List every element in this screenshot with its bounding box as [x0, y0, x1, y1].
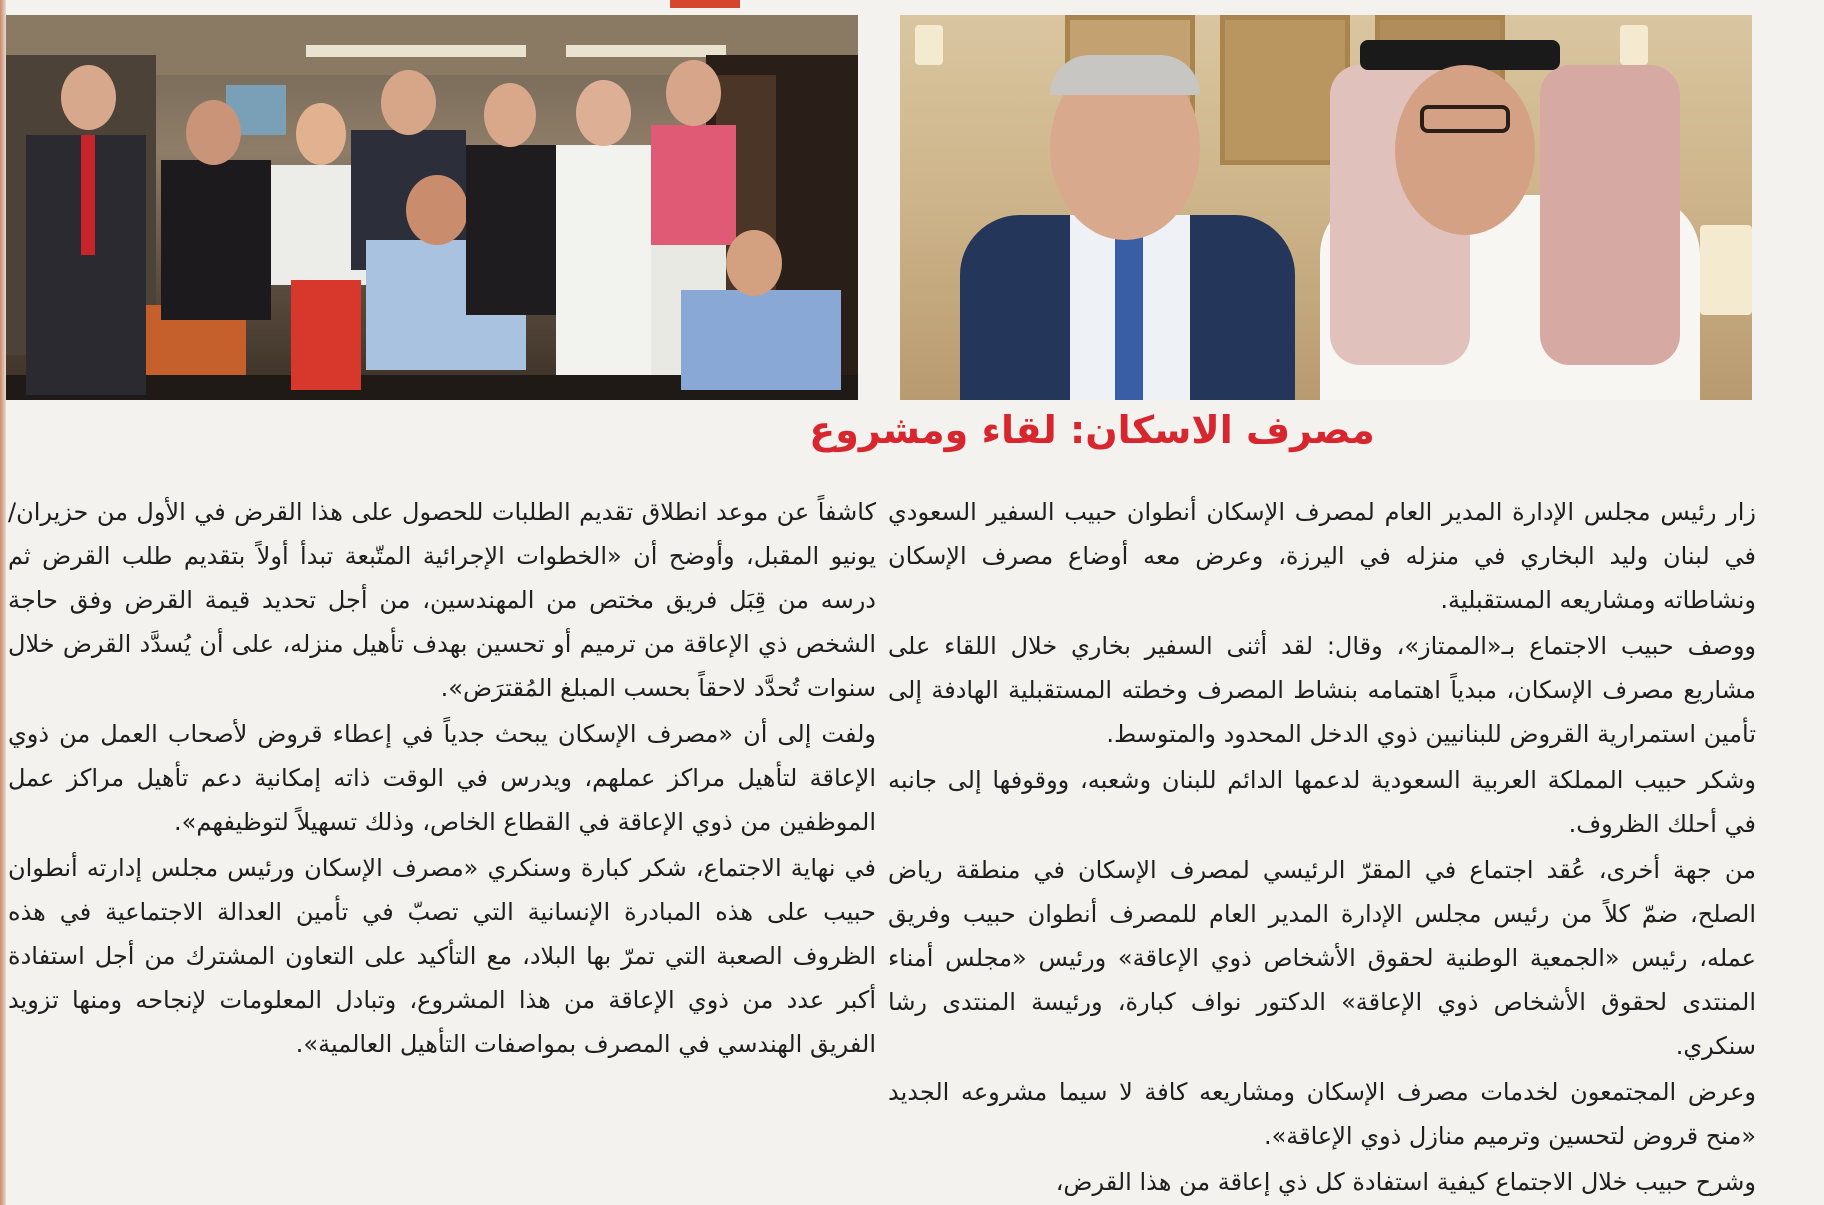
paragraph: ولفت إلى أن «مصرف الإسكان يبحث جدياً في إعطاء قروض لأصحاب العمل من ذوي الإعاقة لتأهيل مراكز عملهم، ويدرس في الوقت ذاته إمكانية دعم تأهيل مراكز عمل الموظفين من ذوي الإعاقة في القطاع الخاص، وذلك تسهيلاً لتوظيفهم».: [8, 720, 876, 836]
paragraph: كاشفاً عن موعد انطلاق تقديم الطلبات للحصول على هذا القرض في الأول من حزيران/يونيو المقبل، وأوضح أن «الخطوات الإجرائية المتّبعة تبدأ أولاً بتقديم طلب القرض ثم درسه من قِبَل فريق مختص من المهندسين، من أجل تحديد قيمة القرض وفق حاجة الشخص ذي الإعاقة من ترميم أو تحسين بهدف تأهيل منزله، على أن يُسدَّد القرض خلال سنوات تُحدَّد لاحقاً بحسب المبلغ المُقترَض».: [8, 498, 876, 702]
paragraph: من جهة أخرى، عُقد اجتماع في المقرّ الرئيسي لمصرف الإسكان في منطقة رياض الصلح، ضمّ كلاً من رئيس مجلس الإدارة المدير العام للمصرف أنطوان حبيب وفريق عمله، رئيس «الجمعية الوطنية لحقوق الأشخاص ذوي الإعاقة» ورئيس «مجلس أمناء المنتدى لحقوق الأشخاص ذوي الإعاقة» الدكتور نواف كبارة، ورئيسة المنتدى رشا سنكري.: [888, 856, 1756, 1060]
paragraph: ووصف حبيب الاجتماع بـ«الممتاز»، وقال: لقد أثنى السفير بخاري خلال اللقاء على مشاريع مصرف الإسكان، مبدياً اهتمامه بنشاط المصرف وخطته المستقبلية الهادفة إلى تأمين استمرارية القروض للبنانيين ذوي الدخل المحدود والمتوسط.: [888, 632, 1756, 748]
meeting-photo: [900, 15, 1752, 400]
article-column-left: [8, 490, 876, 1068]
paragraph: زار رئيس مجلس الإدارة المدير العام لمصرف الإسكان أنطوان حبيب السفير السعودي في لبنان وليد البخاري في منزله في اليرزة، وعرض معه أوضاع مصرف الإسكان ونشاطاته ومشاريعه المستقبلية.: [888, 498, 1756, 614]
section-tab: [670, 0, 740, 8]
paragraph: في نهاية الاجتماع، شكر كبارة وسنكري «مصرف الإسكان ورئيس مجلس إدارته أنطوان حبيب على هذه المبادرة الإنسانية التي تصبّ في تأمين العدالة الاجتماعية في هذه الظروف الصعبة التي تمرّ بها البلاد، مع التأكيد على التعاون المشترك من أجل استفادة أكبر عدد من ذوي الإعاقة من هذا المشروع، وتبادل المعلومات لإنجاحه ومنها تزويد الفريق الهندسي في المصرف بمواصفات التأهيل العالمية».: [8, 854, 876, 1058]
group-photo: [6, 15, 858, 400]
article-column-right: [888, 490, 1756, 1205]
headline: مصرف الاسكان: لقاء ومشروع: [809, 408, 1375, 452]
paragraph: وشكر حبيب المملكة العربية السعودية لدعمها الدائم للبنان وشعبه، ووقوفها إلى جانبه في أحلك الظروف.: [888, 766, 1756, 838]
paragraph: وعرض المجتمعون لخدمات مصرف الإسكان ومشاريعه كافة لا سيما مشروعه الجديد «منح قروض لتحسين وترميم منازل ذوي الإعاقة».: [888, 1078, 1756, 1150]
paragraph: وشرح حبيب خلال الاجتماع كيفية استفادة كل ذي إعاقة من هذا القرض،: [1055, 1168, 1756, 1196]
